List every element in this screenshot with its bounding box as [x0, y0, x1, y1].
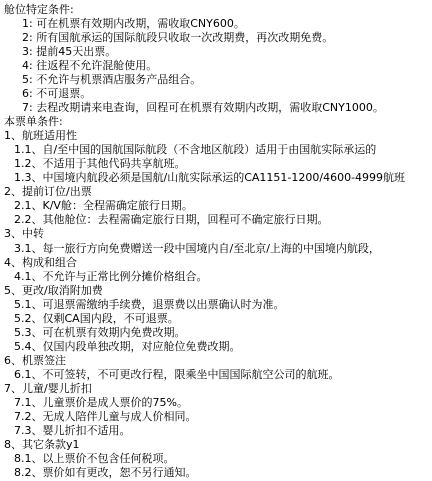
cabin-condition-item: 6: 不可退票。: [22, 87, 92, 101]
section-heading: 7、儿童/婴儿折扣: [4, 381, 92, 395]
cabin-condition-item: 3: 提前45天出票。: [22, 45, 117, 59]
section-item: 6.1、不可签转，不可更改行程，限乘坐中国国际航空公司的航班。: [14, 367, 340, 381]
section-heading: 1、航班适用性: [4, 129, 77, 143]
cabin-condition-item: 5: 不允许与机票酒店服务产品组合。: [22, 73, 202, 87]
section-item: 5.1、可退票需缴纳手续费，退票费以出票确认时为准。: [14, 297, 285, 311]
cabin-condition-item: 7: 去程改期请来电查询，回程可在机票有效期内改期，需收取CNY1000。: [22, 101, 384, 115]
section-heading: 3、中转: [4, 227, 44, 241]
section-item: 2.1、K/V舱：全程需确定旅行日期。: [14, 199, 193, 213]
section-item: 5.4、仅国内段单独改期，对应舱位免费改期。: [14, 339, 241, 353]
section-item: 1.2、不适用于其他代码共享航班。: [14, 157, 186, 171]
section-item: 1.1、自/至中国的国航国际航段（不含地区航段）适用于由国航实际承运的: [14, 143, 377, 157]
section-item: 7.2、无成人陪伴儿童与成人价相同。: [14, 409, 197, 423]
section-item: 5.2、仅剩CA国内段，不可退票。: [14, 311, 179, 325]
cabin-condition-item: 1: 可在机票有效期内改期，需收取CNY600。: [22, 17, 245, 31]
section-heading: 6、机票签注: [4, 353, 66, 367]
section-heading: 2、提前订位/出票: [4, 185, 92, 199]
section-item: 7.3、婴儿折扣不适用。: [14, 423, 131, 437]
cabin-condition-item: 4: 往返程不允许混舱使用。: [22, 59, 158, 73]
section-item: 4.1、不允许与正常比例分摊价格组合。: [14, 269, 208, 283]
section-heading: 8、其它条款y1: [4, 437, 80, 451]
cabin-conditions-title: 舱位特定条件:: [4, 3, 74, 16]
ticket-conditions-title: 本票单条件:: [4, 115, 63, 129]
section-item: 1.3、中国境内航段必须是国航/山航实际承运的CA1151-1200/4600-4999航班: [14, 171, 406, 185]
section-heading: 4、构成和组合: [4, 255, 77, 269]
section-heading: 5、更改/取消附加费: [4, 283, 103, 297]
section-item: 2.2、其他舱位：去程需确定旅行日期，回程可不确定旅行日期。: [14, 213, 329, 227]
section-item: 7.1、儿童票价是成人票价的75%。: [14, 395, 188, 409]
section-item: 5.3、可在机票有效期内免费改期。: [14, 325, 186, 339]
cabin-condition-item: 2: 所有国航承运的国际航段只收取一次改期费，再次改期免费。: [22, 31, 334, 45]
section-item: 8.1、以上票价不包含任何税项。: [14, 451, 175, 465]
section-item: 3.1、每一旅行方向免费赠送一段中国境内自/至北京/上海的中国境内航段，: [14, 241, 380, 255]
section-item: 8.2、票价如有更改，恕不另行通知。: [14, 466, 197, 479]
